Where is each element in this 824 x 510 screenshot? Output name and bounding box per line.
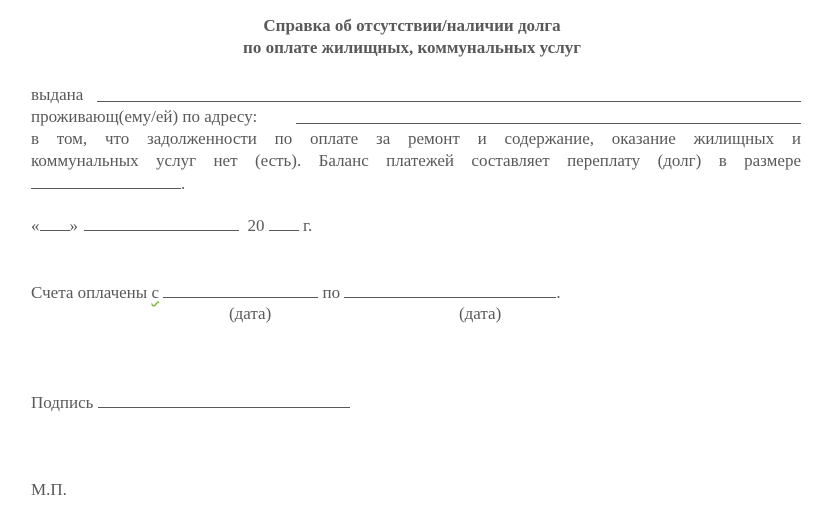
debt-amount-blank[interactable] bbox=[31, 172, 181, 189]
paid-to-blank[interactable] bbox=[344, 281, 556, 298]
signature-blank[interactable] bbox=[98, 391, 350, 408]
issued-row bbox=[31, 84, 83, 106]
date-open-quote: « bbox=[31, 216, 40, 235]
paid-to-label: по bbox=[322, 283, 341, 302]
residing-label: проживающ bbox=[31, 107, 119, 126]
body-line-3 bbox=[31, 172, 185, 194]
paid-label: Счета оплачены bbox=[31, 283, 148, 302]
paid-end: . bbox=[556, 283, 561, 302]
paid-row bbox=[31, 281, 561, 303]
signature-row bbox=[31, 391, 350, 413]
address-row bbox=[31, 106, 257, 128]
caption-date-to: (дата) bbox=[459, 304, 502, 323]
date-year-prefix: 20 bbox=[247, 216, 265, 235]
date-year-blank[interactable] bbox=[269, 214, 299, 231]
date-year-suffix: г. bbox=[303, 216, 313, 235]
stamp-place: М.П. bbox=[31, 480, 67, 499]
date-close-quote: » bbox=[69, 216, 78, 235]
paid-from-blank[interactable] bbox=[163, 281, 318, 298]
address-blank[interactable] bbox=[296, 108, 801, 124]
issued-label: выдана bbox=[31, 85, 84, 104]
document-title-line-1: Справка об отсутствии/наличии долга bbox=[263, 16, 561, 35]
residing-label-suffix: (ему/ей) по адресу: bbox=[118, 107, 258, 126]
document-title-line-2: по оплате жилищных, коммунальных услуг bbox=[243, 38, 581, 57]
date-row bbox=[31, 214, 312, 236]
body-line-3-end: . bbox=[181, 174, 186, 193]
date-day-blank[interactable] bbox=[40, 214, 70, 231]
paid-from-label: с bbox=[151, 283, 159, 302]
body-line-2: коммунальных услуг нет (есть). Баланс платежей составляет переплату (долг) в размере bbox=[31, 151, 801, 170]
issued-blank[interactable] bbox=[97, 86, 801, 102]
signature-label: Подпись bbox=[31, 393, 94, 412]
body-line-1: в том, что задолженности по оплате за ремонт и содержание, оказание жилищных и bbox=[31, 129, 801, 148]
date-month-blank[interactable] bbox=[84, 214, 239, 231]
caption-date-from: (дата) bbox=[229, 304, 272, 323]
